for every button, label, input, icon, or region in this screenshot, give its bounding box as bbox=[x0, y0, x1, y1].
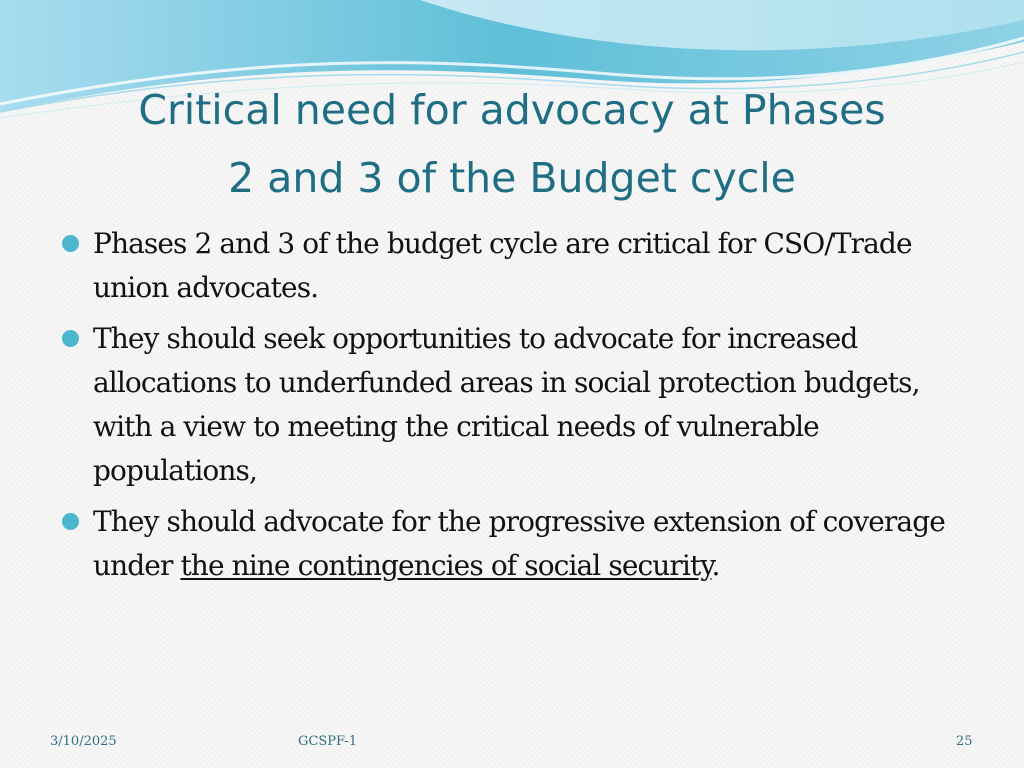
bullet-text: They should seek opportunities to advocate for increased allocations to underfunded areas in social protection budgets, with a view to meeting the critical needs of vulnerable populations, bbox=[93, 322, 920, 487]
bullet-item-seek-opportunities bbox=[60, 317, 980, 493]
bullet-dot-icon bbox=[62, 235, 79, 252]
slide-title-line-1: Critical need for advocacy at Phases bbox=[138, 86, 886, 134]
bullet-item-progressive-extension bbox=[60, 500, 980, 588]
bullet-text-before: They should advocate for the progressive extension of coverage under bbox=[93, 505, 945, 582]
slide-title bbox=[60, 76, 964, 212]
footer-date: 3/10/2025 bbox=[50, 734, 117, 749]
bullet-text: Phases 2 and 3 of the budget cycle are critical for CSO/Trade union advocates. bbox=[93, 227, 912, 304]
nine-contingencies-underlined-text: the nine contingencies of social security bbox=[180, 549, 712, 582]
bullet-dot-icon bbox=[62, 330, 79, 347]
bullet-item-phases-critical bbox=[60, 222, 980, 310]
bullet-dot-icon bbox=[62, 513, 79, 530]
bullet-text-after: . bbox=[711, 549, 720, 582]
bullet-list bbox=[60, 222, 980, 595]
footer-center-text: GCSPF-1 bbox=[298, 734, 358, 749]
slide-title-line-2: 2 and 3 of the Budget cycle bbox=[228, 154, 796, 202]
footer-page-number: 25 bbox=[956, 734, 973, 749]
